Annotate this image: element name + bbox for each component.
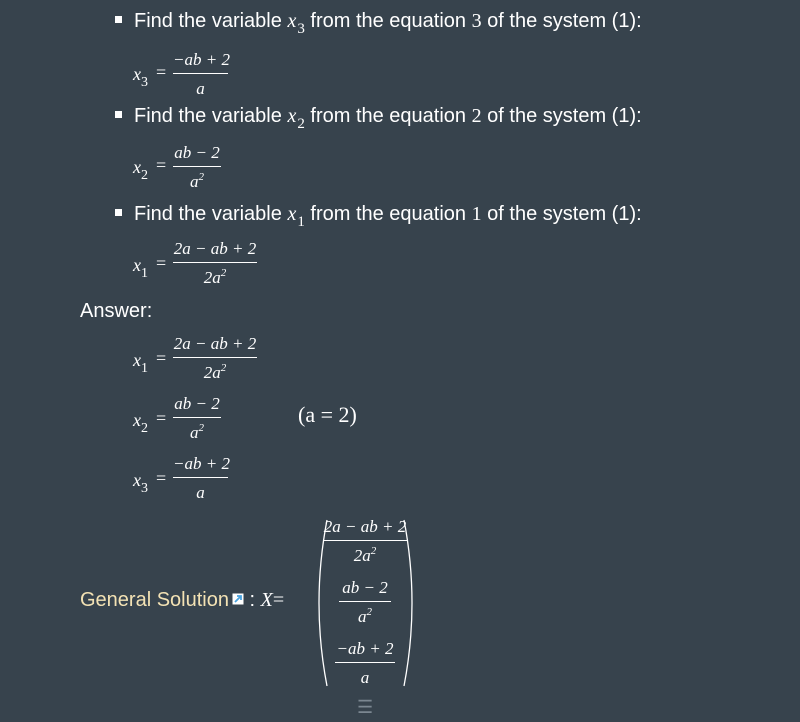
numerator: −ab + 2 xyxy=(173,50,230,69)
bullet-icon xyxy=(115,111,122,118)
answer-equation xyxy=(133,394,273,444)
numerator: ab − 2 xyxy=(174,394,220,413)
numerator: 2a − ab + 2 xyxy=(173,239,257,258)
fraction xyxy=(173,142,221,195)
numerator: −ab + 2 xyxy=(336,639,394,658)
colon: : xyxy=(249,589,256,611)
equation-lhs: $x_2$ xyxy=(133,410,148,436)
denominator: a xyxy=(196,483,205,502)
math-sub: 1 xyxy=(297,214,305,230)
answer-equation xyxy=(133,334,273,384)
numerator: 2a − ab + 2 xyxy=(173,334,257,353)
answer-equation xyxy=(133,454,273,504)
fraction xyxy=(173,393,221,446)
vector-entry xyxy=(339,577,391,630)
step-equation xyxy=(133,143,263,193)
vector-entry xyxy=(335,638,395,691)
denominator: $a^2$ xyxy=(358,606,372,626)
numerator: −ab + 2 xyxy=(173,454,230,473)
equation-number: 1 xyxy=(471,203,482,225)
step-text: from the equation xyxy=(310,105,467,127)
equation-number: 2 xyxy=(471,105,482,127)
equation-lhs: $x_2$ xyxy=(133,157,148,183)
equals-sign: = xyxy=(156,155,167,175)
equation-lhs: $x_1$ xyxy=(133,255,148,281)
fraction xyxy=(173,453,228,506)
equals-sign: = xyxy=(272,589,285,611)
denominator: a xyxy=(196,79,205,98)
equation-number: 3 xyxy=(471,10,482,32)
denominator: $2a^2$ xyxy=(353,545,377,565)
bullet-icon xyxy=(115,209,122,216)
external-link-icon[interactable] xyxy=(232,588,244,600)
step-text: Find the variable xyxy=(134,10,282,32)
step-text: Find the variable xyxy=(134,105,282,127)
numerator: ab − 2 xyxy=(342,578,388,597)
equals-sign: = xyxy=(156,62,167,82)
math-sub: 3 xyxy=(297,21,305,37)
denominator: $a^2$ xyxy=(190,422,204,442)
math-var: x xyxy=(287,203,297,225)
math-sub: 2 xyxy=(297,116,305,132)
vector-entry xyxy=(323,516,407,569)
fraction xyxy=(173,49,228,102)
hamburger-icon[interactable]: ☰ xyxy=(357,697,374,717)
denominator: $2a^2$ xyxy=(203,362,227,382)
equals-sign: = xyxy=(156,348,167,368)
step-text: Find the variable xyxy=(134,203,282,225)
denominator: a xyxy=(360,668,370,687)
fraction xyxy=(173,333,257,386)
answer-heading: Answer: xyxy=(80,300,153,322)
general-solution-link[interactable]: General Solution xyxy=(80,589,229,611)
equals-sign: = xyxy=(156,253,167,273)
step-text: of the system (1): xyxy=(487,203,642,225)
denominator: $2a^2$ xyxy=(203,267,227,287)
equation-lhs: $x_3$ xyxy=(133,64,148,90)
step-text: from the equation xyxy=(310,203,467,225)
equals-sign: = xyxy=(156,408,167,428)
numerator: ab − 2 xyxy=(174,143,220,162)
denominator: $a^2$ xyxy=(190,171,204,191)
math-var: x xyxy=(287,105,297,127)
equals-sign: = xyxy=(156,468,167,488)
step-line xyxy=(115,104,642,130)
solution-vector xyxy=(313,518,418,688)
step-line xyxy=(115,9,642,35)
numerator: 2a − ab + 2 xyxy=(323,517,407,536)
math-var: X xyxy=(260,589,273,611)
bullet-icon xyxy=(115,16,122,23)
step-text: from the equation xyxy=(310,10,467,32)
step-equation xyxy=(133,50,263,100)
general-solution-row xyxy=(80,588,284,612)
equation-lhs: $x_1$ xyxy=(133,350,148,376)
fraction xyxy=(173,238,257,291)
step-text: of the system (1): xyxy=(487,105,642,127)
equation-lhs: $x_3$ xyxy=(133,470,148,496)
step-line xyxy=(115,202,642,228)
step-text: of the system (1): xyxy=(487,10,642,32)
step-equation xyxy=(133,239,273,289)
math-var: x xyxy=(287,10,297,32)
answer-condition: (a = 2) xyxy=(298,402,357,427)
